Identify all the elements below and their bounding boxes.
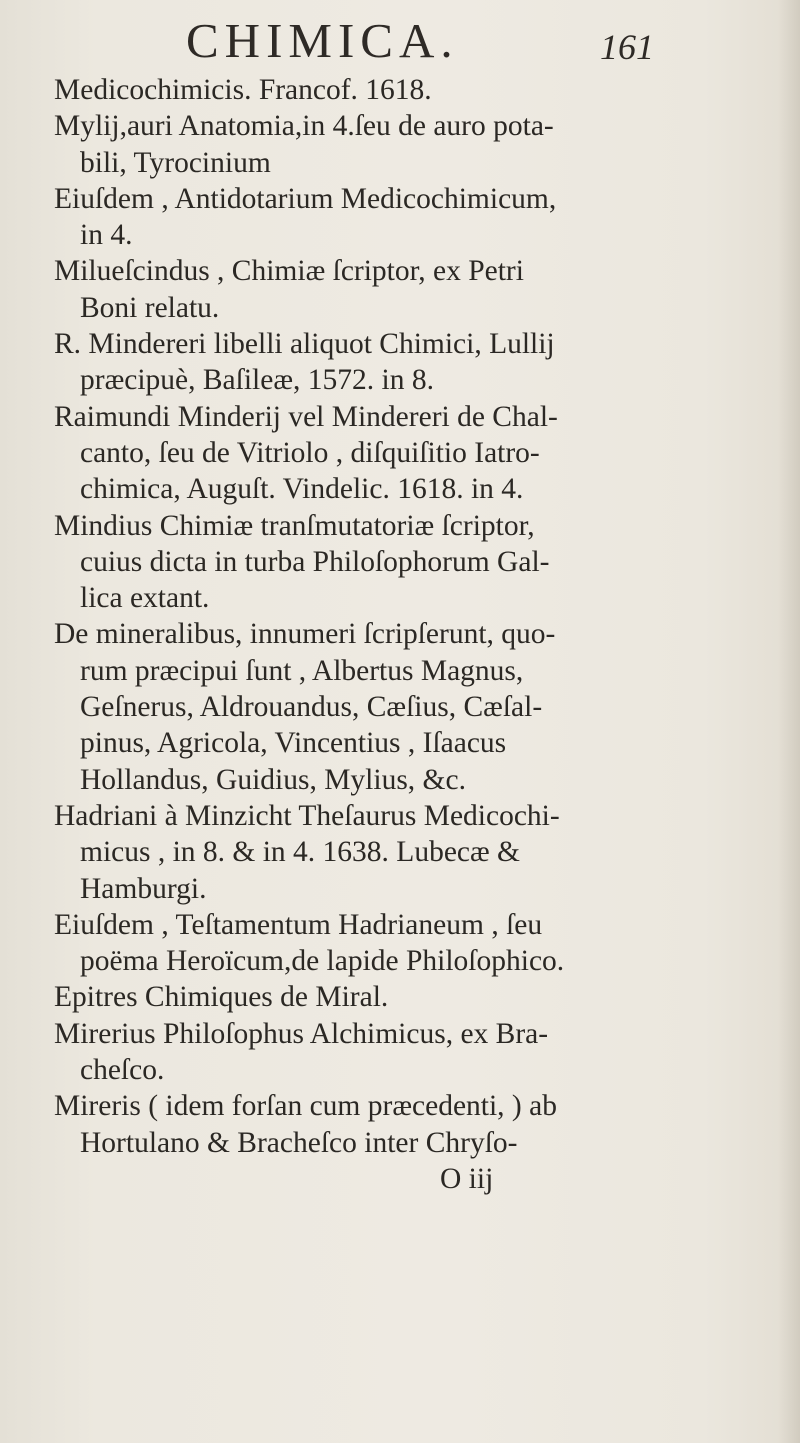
text-line: micus , in 8. & in 4. 1638. Lubecæ & bbox=[80, 836, 521, 869]
body-text bbox=[54, 72, 694, 1197]
text-line: Medicochimicis. Francof. 1618. bbox=[54, 74, 432, 106]
text-line: Hamburgi. bbox=[80, 872, 207, 905]
text-line: Mylij,auri Anatomia,in 4.ſeu de auro pota- bbox=[54, 110, 554, 143]
text-line: Mindius Chimiæ tranſmutatoriæ ſcriptor, bbox=[54, 509, 535, 542]
page-number: 161 bbox=[600, 27, 654, 67]
text-line: Boni relatu. bbox=[80, 291, 220, 324]
text-line: Hollandus, Guidius, Mylius, &c. bbox=[80, 763, 466, 796]
text-line: Eiuſdem , Teſtamentum Hadrianeum , ſeu bbox=[54, 908, 543, 941]
signature-mark: O iij bbox=[440, 1162, 494, 1195]
text-line: bili, Tyrocinium bbox=[80, 146, 271, 179]
page-header bbox=[0, 12, 800, 74]
text-line: rum præcipui ſunt , Albertus Magnus, bbox=[80, 654, 524, 687]
text-line: cheſco. bbox=[80, 1054, 165, 1087]
text-line: præcipuè, Baſileæ, 1572. in 8. bbox=[80, 364, 434, 397]
text-line: canto, ſeu de Vitriolo , diſquiſitio Iatro- bbox=[80, 436, 540, 469]
text-line: lica extant. bbox=[80, 582, 210, 615]
text-line: Epitres Chimiques de Miral. bbox=[54, 981, 389, 1014]
text-line: Milueſcindus , Chimiæ ſcriptor, ex Petri bbox=[54, 255, 524, 288]
text-line: R. Mindereri libelli aliquot Chimici, Lullij bbox=[54, 328, 555, 361]
text-line: Eiuſdem , Antidotarium Medicochimicum, bbox=[54, 182, 557, 215]
text-line: Hortulano & Bracheſco inter Chryſo- bbox=[80, 1126, 518, 1159]
text-line: Raimundi Minderij vel Mindereri de Chal- bbox=[54, 400, 558, 433]
text-line: in 4. bbox=[80, 219, 133, 252]
text-line: Geſnerus, Aldrouandus, Cæſius, Cæſal- bbox=[80, 691, 543, 724]
text-line: chimica, Auguſt. Vindelic. 1618. in 4. bbox=[80, 473, 524, 506]
page-edge-shadow bbox=[778, 0, 800, 1443]
text-line: Mireris ( idem forſan cum præcedenti, ) ab bbox=[54, 1090, 557, 1123]
running-head: CHIMICA. bbox=[186, 13, 459, 68]
text-line: pinus, Agricola, Vincentius , Iſaacus bbox=[80, 727, 507, 760]
text-line: Mirerius Philoſophus Alchimicus, ex Bra- bbox=[54, 1017, 549, 1050]
text-line: Hadriani à Minzicht Theſaurus Medicochi- bbox=[54, 799, 560, 832]
text-line: poëma Heroïcum,de lapide Philoſophico. bbox=[80, 945, 565, 978]
text-line: cuius dicta in turba Philoſophorum Gal- bbox=[80, 545, 550, 578]
text-line: De mineralibus, innumeri ſcripſerunt, quo- bbox=[54, 618, 556, 651]
